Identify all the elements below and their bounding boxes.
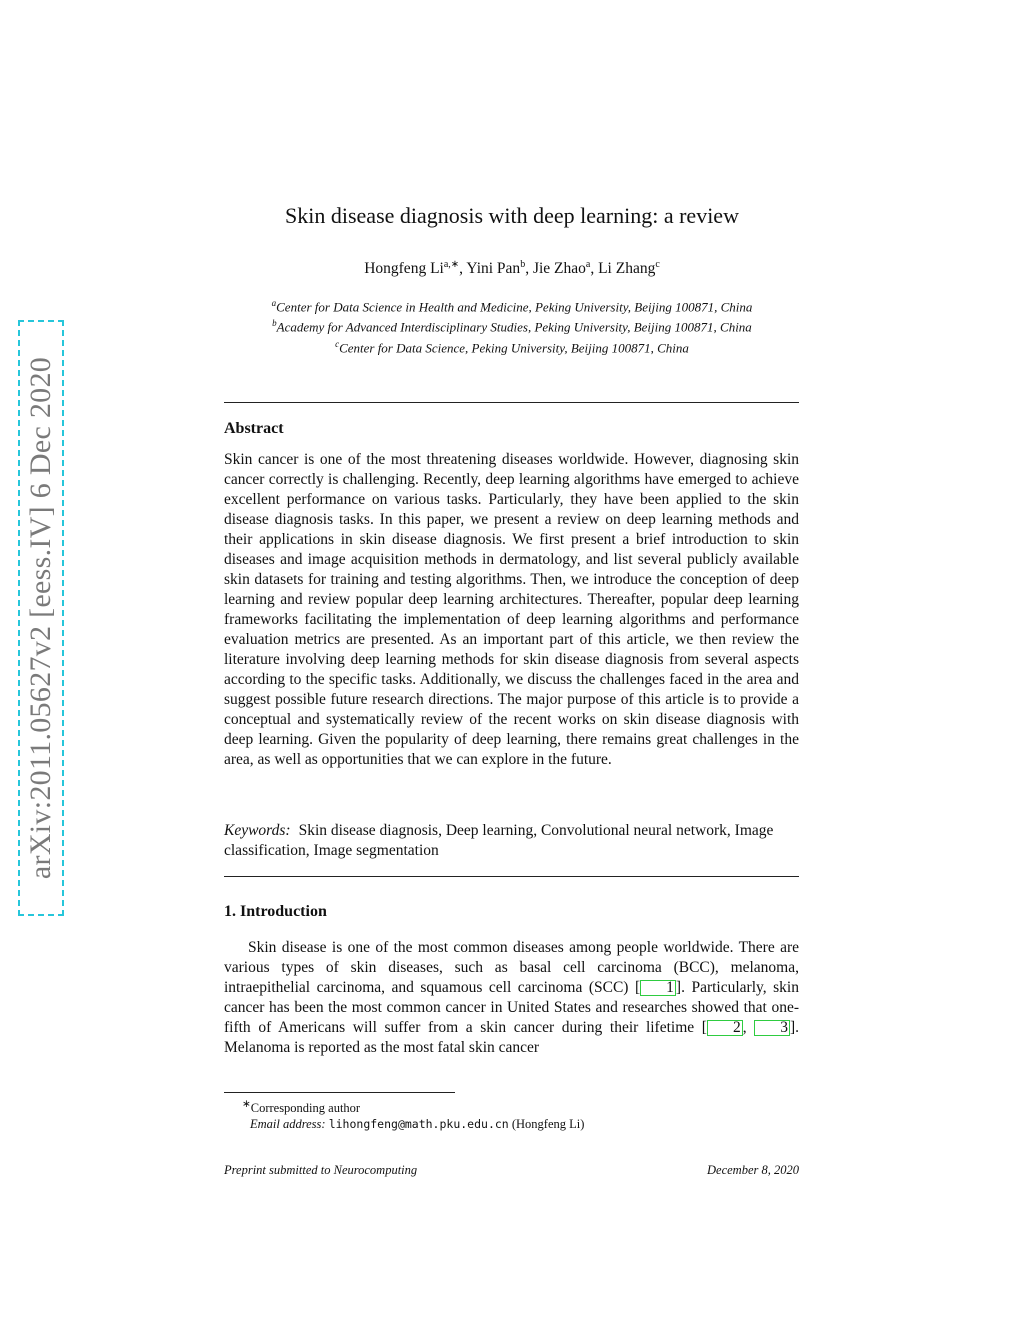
author-name: Li Zhang: [598, 260, 656, 278]
citation-link[interactable]: 2: [707, 1020, 743, 1036]
keywords-text: Skin disease diagnosis, Deep learning, Convolutional neural network, Image classification, Image segmentation: [224, 822, 774, 859]
affiliation: [200, 336, 824, 356]
author-list: [0, 259, 1024, 278]
introduction-paragraph: Skin disease is one of the most common diseases among people worldwide. There are various types of skin diseases, such as basal cell carcinoma (BCC), melanoma, intraepithelial carcinoma, and squamous cell carcinoma (SCC) [ 1 ]. Particularly, skin cancer has been the most common cancer in United States and researches showed that one-fifth of Americans will suffer from a skin cancer during their lifetime [ 2 , 3 ]. Melanoma is reported as the most fatal skin cancer: [224, 939, 800, 1056]
abstract-top-rule: [224, 402, 799, 403]
email-address[interactable]: lihongfeng@math.pku.edu.cn: [328, 1117, 509, 1132]
footer-date: December 8, 2020: [707, 1163, 799, 1177]
footnote-rule: [224, 1092, 455, 1093]
arxiv-stamp[interactable]: [18, 320, 64, 916]
footnote: [242, 1097, 584, 1132]
author-separator: ,: [459, 260, 467, 278]
citation-link[interactable]: 3: [754, 1020, 790, 1036]
email-owner: (Hongfeng Li): [511, 1117, 585, 1132]
affiliation-text: Academy for Advanced Interdisciplinary Studies, Peking University, Beijing 100871, China: [276, 319, 752, 335]
author-affil-marker: c: [655, 259, 660, 270]
affiliation-text: Center for Data Science in Health and Medicine, Peking University, Beijing 100871, China: [276, 299, 753, 315]
affiliation-list: [200, 295, 824, 356]
footnote-marker: ∗: [242, 1099, 251, 1110]
affiliation-text: Center for Data Science, Peking University, Beijing 100871, China: [339, 339, 689, 355]
author-affil-marker: a: [585, 259, 591, 270]
section-heading: 1. Introduction: [224, 903, 327, 920]
abstract-bottom-rule: [224, 876, 799, 877]
footnote-corresponding: [242, 1097, 584, 1116]
affiliation-marker: b: [272, 318, 277, 329]
author-separator: ,: [590, 260, 599, 278]
citation-separator: ,: [742, 1019, 755, 1036]
paper-title: Skin disease diagnosis with deep learning: a review: [285, 203, 739, 228]
intro-text: ]. Melanoma is reported as the most fatal skin cancer: [224, 1019, 800, 1056]
citation-link[interactable]: 1: [640, 980, 676, 996]
intro-text: . Particularly, skin cancer has been the most common cancer in United States and researches showed that one-fifth of Americans will suffer from a skin cancer during their lifetime: [224, 979, 799, 1036]
footnote-email: [250, 1116, 584, 1132]
footnote-text: Corresponding author: [250, 1101, 361, 1116]
author-name: Yini Pan: [466, 260, 521, 278]
email-label: Email address:: [250, 1117, 326, 1132]
keywords: [224, 821, 799, 861]
affiliation-marker: c: [335, 338, 340, 349]
arxiv-id-text: arXiv:2011.05627v2 [eess.IV] 6 Dec 2020: [24, 356, 57, 880]
affiliation: [200, 295, 824, 315]
footer-journal: Preprint submitted to Neurocomputing: [224, 1163, 418, 1177]
abstract-heading: Abstract: [224, 420, 284, 437]
author-affil-marker: a,∗: [443, 259, 460, 270]
author-name: Jie Zhao: [532, 260, 586, 278]
affiliation-marker: a: [271, 298, 277, 308]
author-separator: ,: [525, 260, 533, 278]
affiliation: [200, 315, 824, 335]
author-affil-marker: b: [520, 259, 526, 270]
abstract-text: Skin cancer is one of the most threatening diseases worldwide. However, diagnosing skin cancer correctly is challenging. Recently, deep learning algorithms have emerged to achieve excellent performance on various tasks. Particularly, they have been applied to the skin disease diagnosis tasks. In this paper, we present a review on deep learning methods and their applications in skin disease diagnosis. We first present a brief introduction to skin diseases and image acquisition methods in dermatology, and list several publicly available skin datasets for training and testing algorithms. Then, we introduce the conception of deep learning and review popular deep learning architectures. Thereafter, popular deep learning frameworks facilitating the implementation of deep learning algorithms and performance evaluation metrics are presented. As an important part of this article, we then review the literature involving deep learning methods for skin disease diagnosis from several aspects according to the specific tasks. Additionally, we discuss the challenges faced in the area and suggest possible future research directions. The major purpose of this article is to provide a conceptual and systematically review of the recent works on skin disease diagnosis with deep learning. Given the popularity of deep learning, there remains great challenges in the area, as well as opportunities that we can explore in the future.: [224, 451, 799, 768]
keywords-label: Keywords:: [224, 822, 291, 839]
author-name: Hongfeng Li: [364, 260, 444, 278]
intro-text: Skin disease is one of the most common diseases among people worldwide. There are various types of skin diseases, such as basal cell carcinoma (BCC), melanoma, intraepithelial carcinoma, and squamous cell carcinoma (SCC): [224, 939, 799, 996]
citation-bracket: [: [701, 1019, 707, 1036]
